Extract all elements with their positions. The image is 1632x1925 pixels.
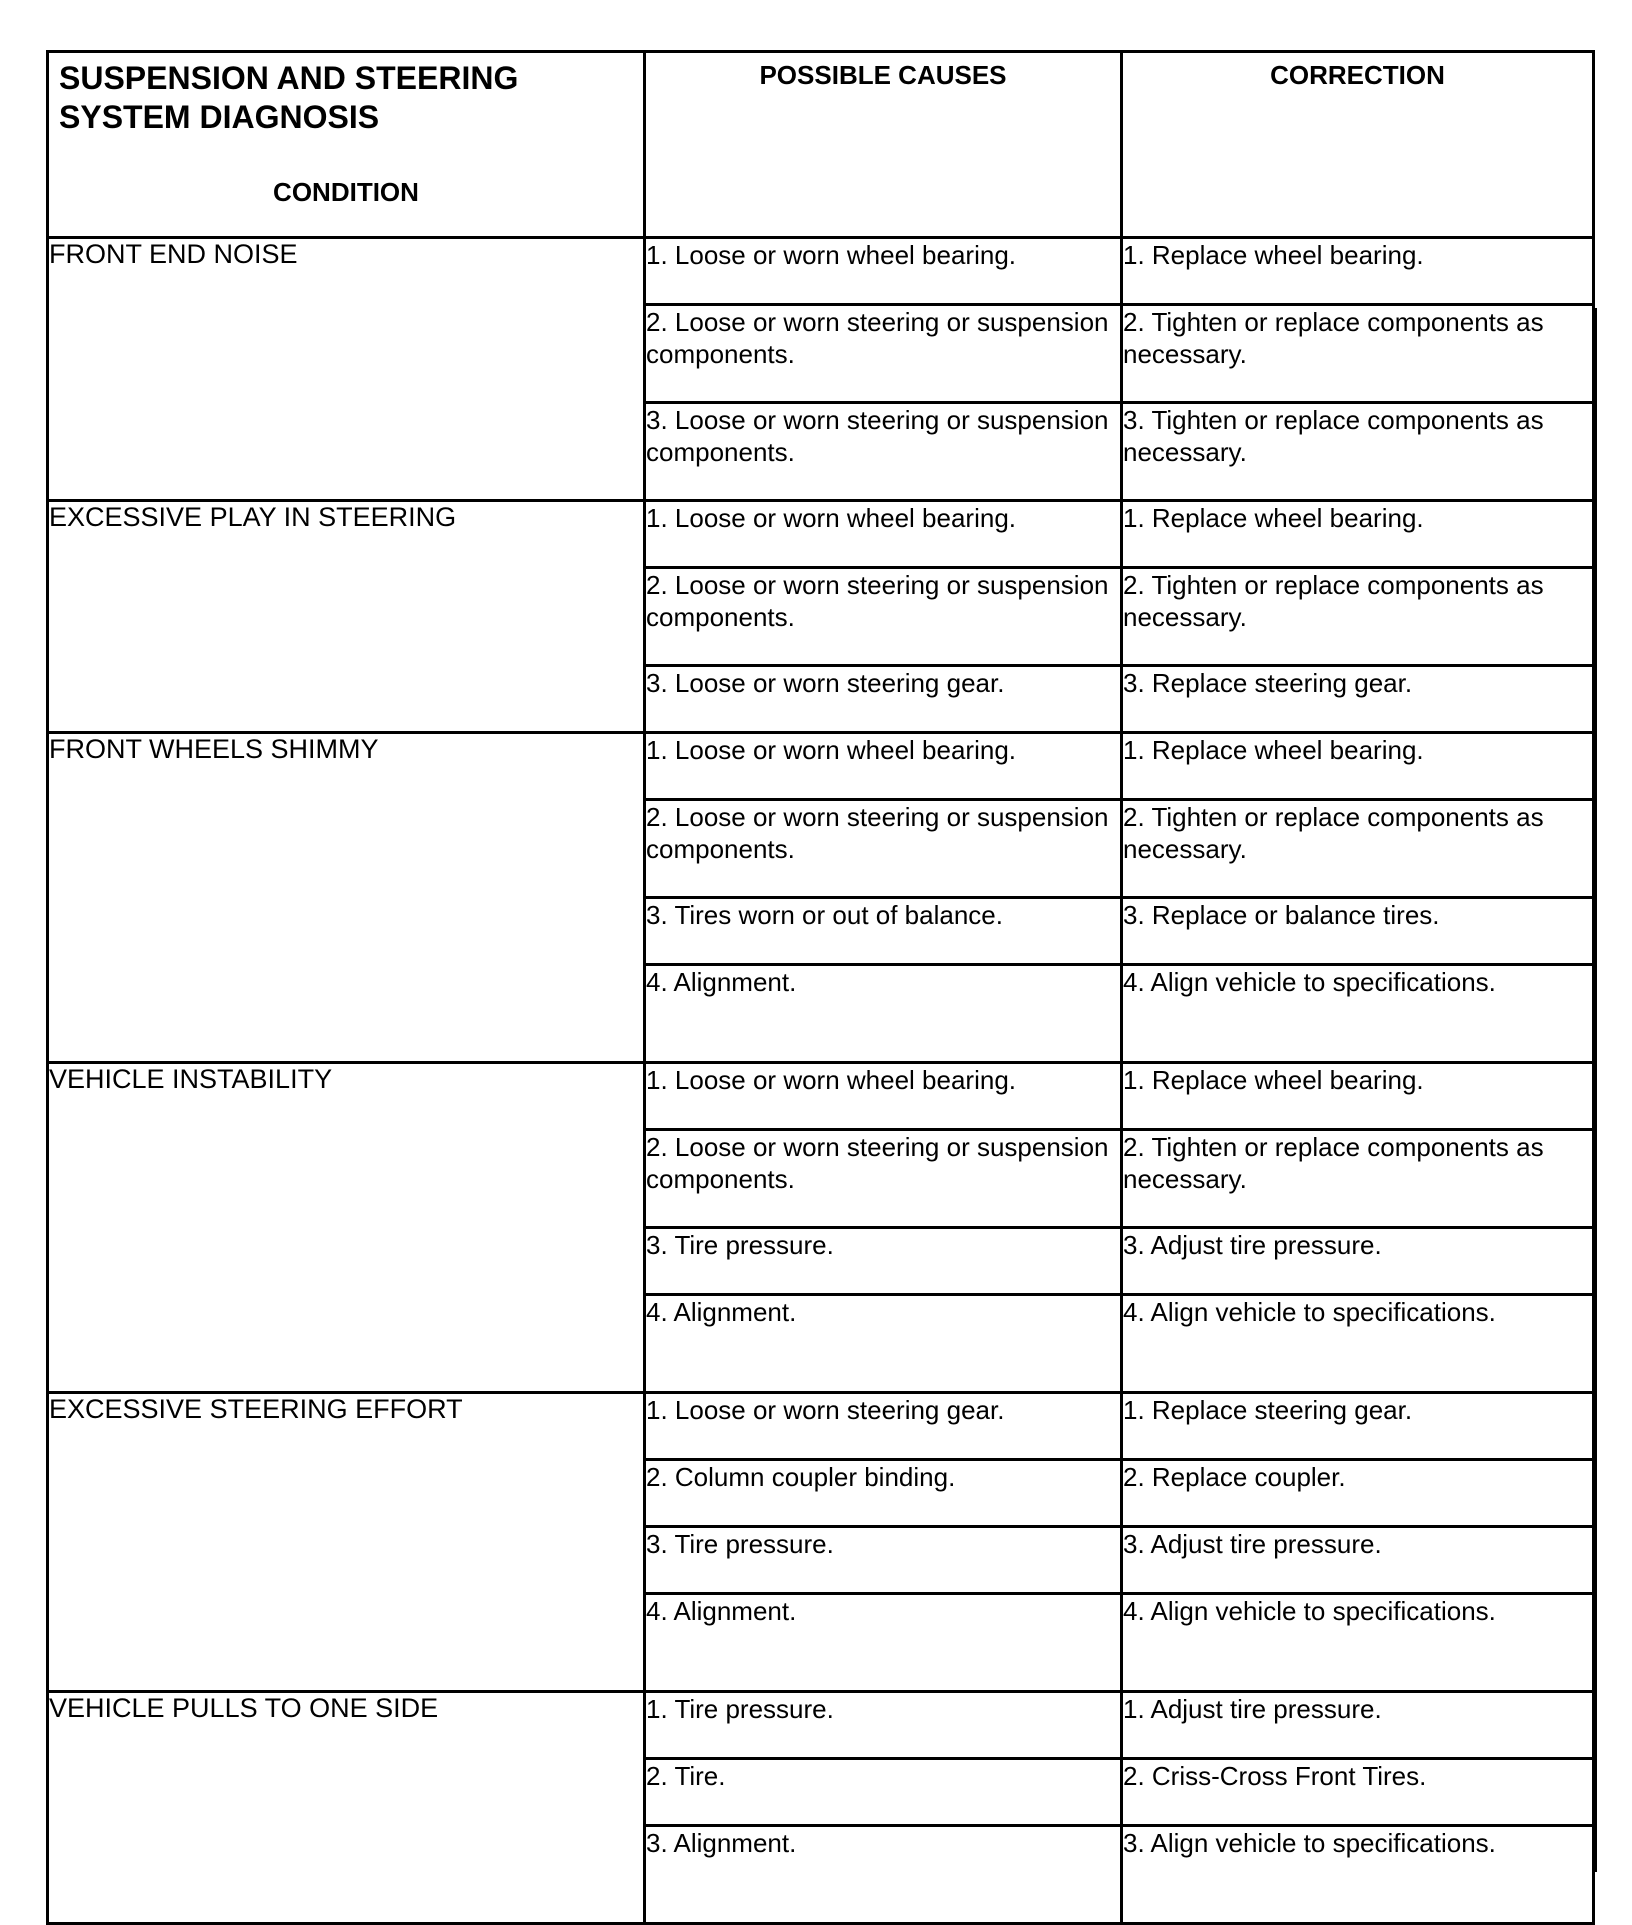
- possible-cause-cell: 4. Alignment.: [645, 1295, 1122, 1393]
- correction-cell: 1. Replace wheel bearing.: [1122, 238, 1594, 305]
- table-row: [48, 501, 1594, 568]
- possible-cause-cell: 3. Tire pressure.: [645, 1228, 1122, 1295]
- diagnosis-body: [48, 238, 1594, 1924]
- correction-cell: 2. Tighten or replace components as necessary.: [1122, 568, 1594, 666]
- possible-cause-cell: 3. Tires worn or out of balance.: [645, 898, 1122, 965]
- possible-cause-cell: 2. Loose or worn steering or suspension components.: [645, 305, 1122, 403]
- correction-cell: 3. Align vehicle to specifications.: [1122, 1826, 1594, 1924]
- possible-cause-cell: 1. Loose or worn wheel bearing.: [645, 238, 1122, 305]
- possible-cause-cell: 4. Alignment.: [645, 965, 1122, 1063]
- condition-cell: EXCESSIVE PLAY IN STEERING: [48, 501, 645, 733]
- header-row: [48, 52, 1594, 238]
- possible-cause-cell: 2. Loose or worn steering or suspension components.: [645, 800, 1122, 898]
- correction-cell: 1. Replace wheel bearing.: [1122, 501, 1594, 568]
- correction-cell: 3. Adjust tire pressure.: [1122, 1228, 1594, 1295]
- possible-cause-cell: 1. Tire pressure.: [645, 1692, 1122, 1759]
- correction-cell: 2. Tighten or replace components as necessary.: [1122, 1130, 1594, 1228]
- condition-cell: VEHICLE PULLS TO ONE SIDE: [48, 1692, 645, 1924]
- possible-cause-cell: 1. Loose or worn wheel bearing.: [645, 733, 1122, 800]
- table-row: [48, 1692, 1594, 1759]
- table-row: [48, 1393, 1594, 1460]
- correction-cell: 3. Adjust tire pressure.: [1122, 1527, 1594, 1594]
- possible-cause-cell: 2. Loose or worn steering or suspension components.: [645, 568, 1122, 666]
- correction-cell: 4. Align vehicle to specifications.: [1122, 965, 1594, 1063]
- right-edge-rule: [1594, 308, 1597, 1872]
- condition-cell: FRONT END NOISE: [48, 238, 645, 501]
- correction-cell: 2. Tighten or replace components as necessary.: [1122, 305, 1594, 403]
- correction-cell: 4. Align vehicle to specifications.: [1122, 1594, 1594, 1692]
- condition-cell: EXCESSIVE STEERING EFFORT: [48, 1393, 645, 1692]
- possible-cause-cell: 1. Loose or worn wheel bearing.: [645, 1063, 1122, 1130]
- correction-cell: 3. Tighten or replace components as necessary.: [1122, 403, 1594, 501]
- possible-cause-cell: 2. Tire.: [645, 1759, 1122, 1826]
- correction-cell: 3. Replace steering gear.: [1122, 666, 1594, 733]
- condition-cell: VEHICLE INSTABILITY: [48, 1063, 645, 1393]
- column-header-correction: CORRECTION: [1270, 60, 1445, 90]
- correction-cell: 1. Replace wheel bearing.: [1122, 733, 1594, 800]
- correction-cell: 1. Adjust tire pressure.: [1122, 1692, 1594, 1759]
- table-row: [48, 1063, 1594, 1130]
- correction-cell: 3. Replace or balance tires.: [1122, 898, 1594, 965]
- possible-cause-cell: 3. Loose or worn steering or suspension components.: [645, 403, 1122, 501]
- table-row: [48, 733, 1594, 800]
- possible-cause-cell: 3. Tire pressure.: [645, 1527, 1122, 1594]
- header-correction-cell: [1122, 52, 1594, 238]
- table-title: SUSPENSION AND STEERING SYSTEM DIAGNOSIS: [59, 60, 519, 135]
- possible-cause-cell: 3. Loose or worn steering gear.: [645, 666, 1122, 733]
- possible-cause-cell: 2. Loose or worn steering or suspension components.: [645, 1130, 1122, 1228]
- correction-cell: 2. Replace coupler.: [1122, 1460, 1594, 1527]
- correction-cell: 4. Align vehicle to specifications.: [1122, 1295, 1594, 1393]
- condition-cell: FRONT WHEELS SHIMMY: [48, 733, 645, 1063]
- possible-cause-cell: 1. Loose or worn wheel bearing.: [645, 501, 1122, 568]
- possible-cause-cell: 2. Column coupler binding.: [645, 1460, 1122, 1527]
- header-causes-cell: [645, 52, 1122, 238]
- correction-cell: 1. Replace wheel bearing.: [1122, 1063, 1594, 1130]
- column-header-possible-causes: POSSIBLE CAUSES: [759, 60, 1007, 90]
- header-condition-cell: [48, 52, 645, 238]
- diagnosis-table: [46, 50, 1595, 1925]
- table-row: [48, 238, 1594, 305]
- column-header-condition: CONDITION: [273, 177, 419, 207]
- possible-cause-cell: 4. Alignment.: [645, 1594, 1122, 1692]
- correction-cell: 2. Tighten or replace components as necessary.: [1122, 800, 1594, 898]
- possible-cause-cell: 3. Alignment.: [645, 1826, 1122, 1924]
- possible-cause-cell: 1. Loose or worn steering gear.: [645, 1393, 1122, 1460]
- correction-cell: 2. Criss-Cross Front Tires.: [1122, 1759, 1594, 1826]
- correction-cell: 1. Replace steering gear.: [1122, 1393, 1594, 1460]
